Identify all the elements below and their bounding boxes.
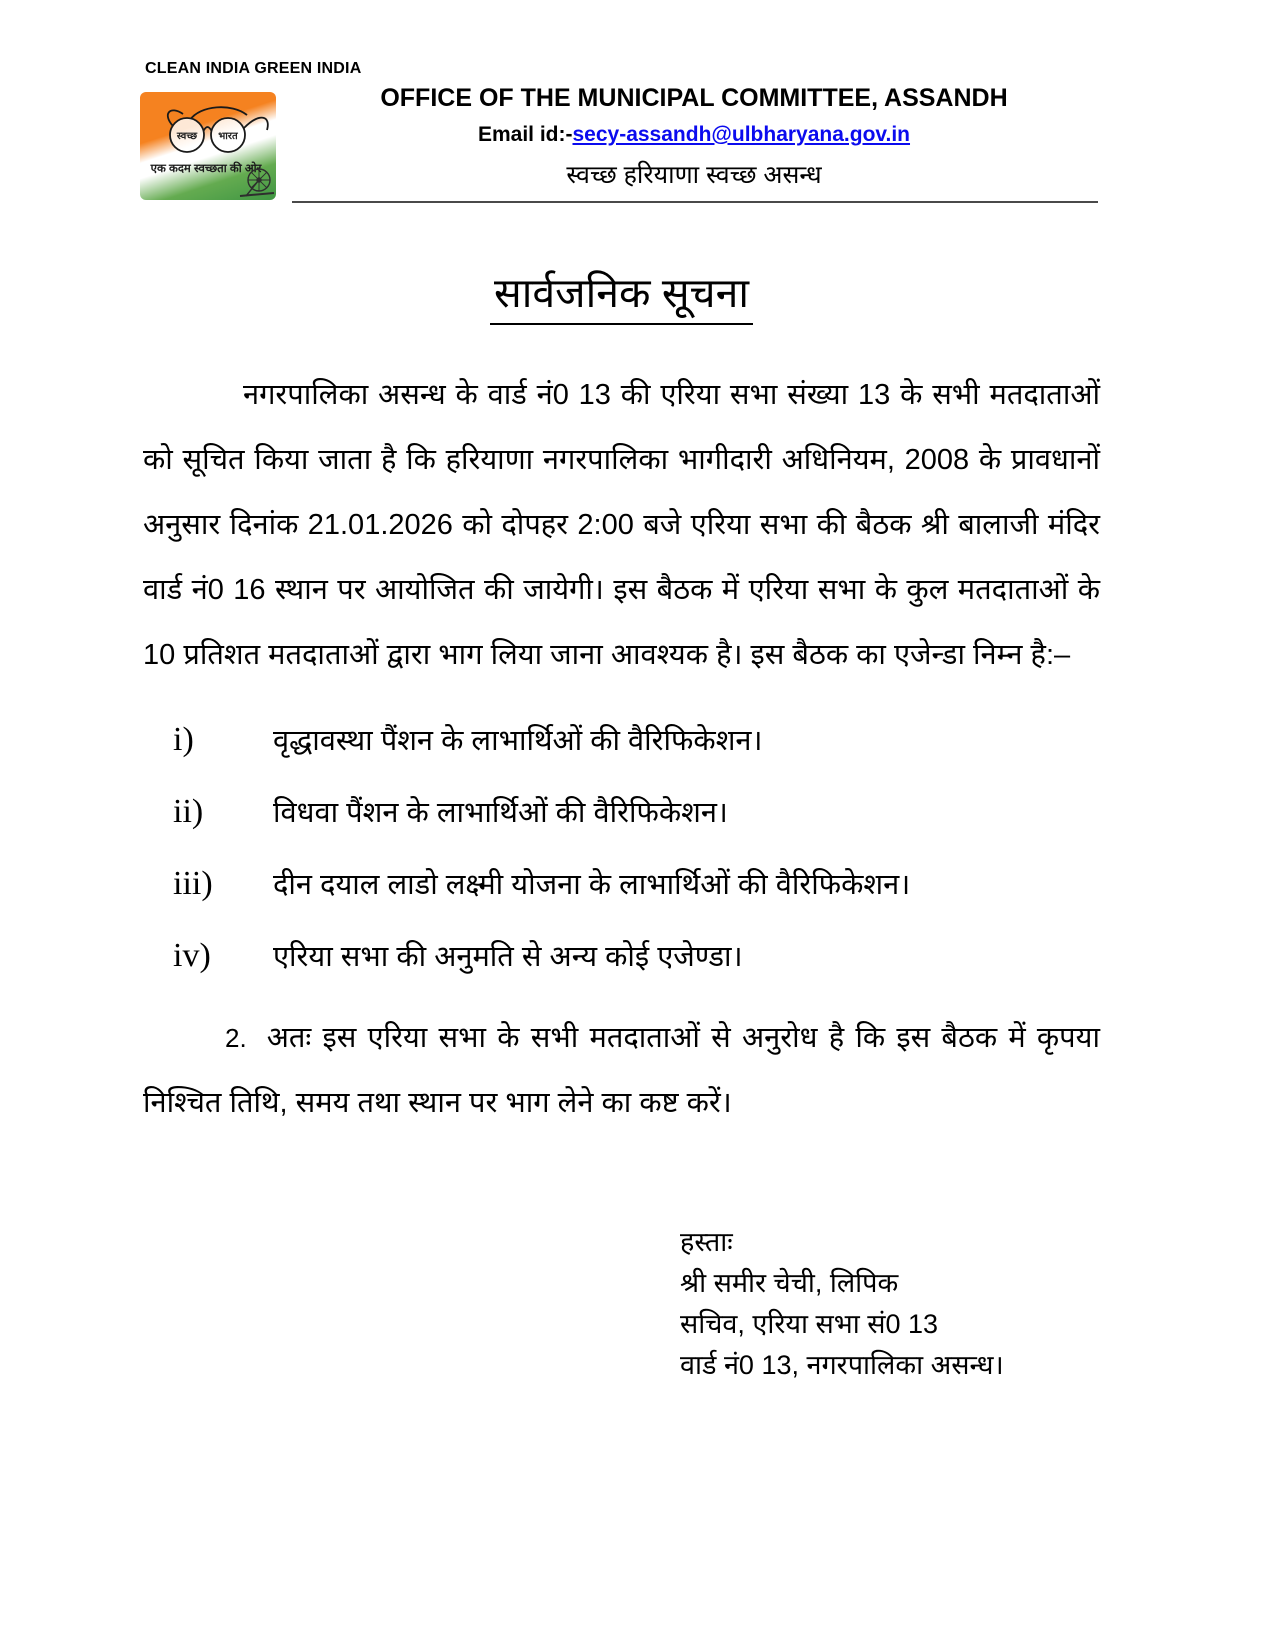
email-row (290, 123, 1098, 147)
agenda-text: दीन दयाल लाडो लक्ष्मी योजना के लाभार्थिओं की वैरिफिकेशन। (273, 869, 911, 901)
signature-line-1: हस्ताः (680, 1227, 733, 1257)
notice-title: सार्वजनिक सूचना (490, 264, 753, 325)
agenda-marker: i) (173, 721, 194, 758)
signature-line-2: श्री समीर चेची, लिपिक (680, 1268, 899, 1298)
agenda-text: वृद्धावस्था पैंशन के लाभार्थिओं की वैरिफिकेशन। (273, 725, 763, 757)
signature-line-4: वार्ड नं0 13, नगरपालिका असन्ध। (680, 1350, 1004, 1380)
agenda-list (143, 718, 1100, 980)
agenda-marker: ii) (173, 793, 204, 830)
email-label: Email id:- (477, 123, 573, 146)
notice-paragraph-1: नगरपालिका असन्ध के वार्ड नं0 13 की एरिया सभा संख्या 13 के सभी मतदाताओं को सूचित किया जाता है कि हरियाणा नगरपालिका भागीदारी अधिनियम, 2008 के प्रावधानों अनुसार दिनांक 21.01.2026 को दोपहर 2:00 बजे एरिया सभा की बैठक श्री बालाजी मंदिर वार्ड नं0 16 स्थान पर आयोजित की जायेगी। इस बैठक में एरिया सभा के कुल मतदाताओं के 10 प्रतिशत मतदाताओं द्वारा भाग लिया जाना आवश्यक है। इस बैठक का एजेन्डा निम्न है:– (143, 379, 1100, 671)
agenda-item (143, 718, 1100, 764)
agenda-item (143, 862, 1100, 908)
swachh-bharat-logo (140, 92, 276, 200)
notice-body (143, 264, 1100, 1136)
office-title: OFFICE OF THE MUNICIPAL COMMITTEE, ASSANDH (380, 84, 1008, 112)
email-link[interactable]: secy-assandh@ulbharyana.gov.in (572, 123, 911, 146)
logo-lens-left-label: स्वच्छ (176, 131, 198, 142)
spectacles-icon (168, 107, 268, 152)
agenda-text: विधवा पैंशन के लाभार्थिओं की वैरिफिकेशन। (273, 797, 728, 829)
hindi-tagline: स्वच्छ हरियाणा स्वच्छ असन्ध (566, 161, 822, 189)
agenda-marker: iv) (173, 937, 211, 974)
logo-lens-right-label: भारत (218, 131, 238, 142)
signature-block (680, 1222, 1004, 1386)
logo-caption: एक कदम स्वच्छता की ओर (150, 163, 262, 175)
agenda-text: एरिया सभा की अनुमति से अन्य कोई एजेण्डा। (273, 941, 743, 973)
agenda-item (143, 934, 1100, 980)
letterhead (290, 84, 1098, 191)
notice-paragraph-2 (143, 1006, 1100, 1136)
header-divider (292, 201, 1098, 203)
agenda-item (143, 790, 1100, 836)
clean-india-tagline: CLEAN INDIA GREEN INDIA (145, 60, 362, 77)
paragraph-2-text: अतः इस एरिया सभा के सभी मतदाताओं से अनुरोध है कि इस बैठक में कृपया निश्चित तिथि, समय तथा स्थान पर भाग लेने का कष्ट करें। (143, 1022, 1100, 1119)
agenda-marker: iii) (173, 865, 213, 902)
paragraph-2-number: 2. (225, 1023, 247, 1053)
signature-line-3: सचिव, एरिया सभा सं0 13 (680, 1309, 939, 1339)
notice-title-row (143, 264, 1100, 325)
